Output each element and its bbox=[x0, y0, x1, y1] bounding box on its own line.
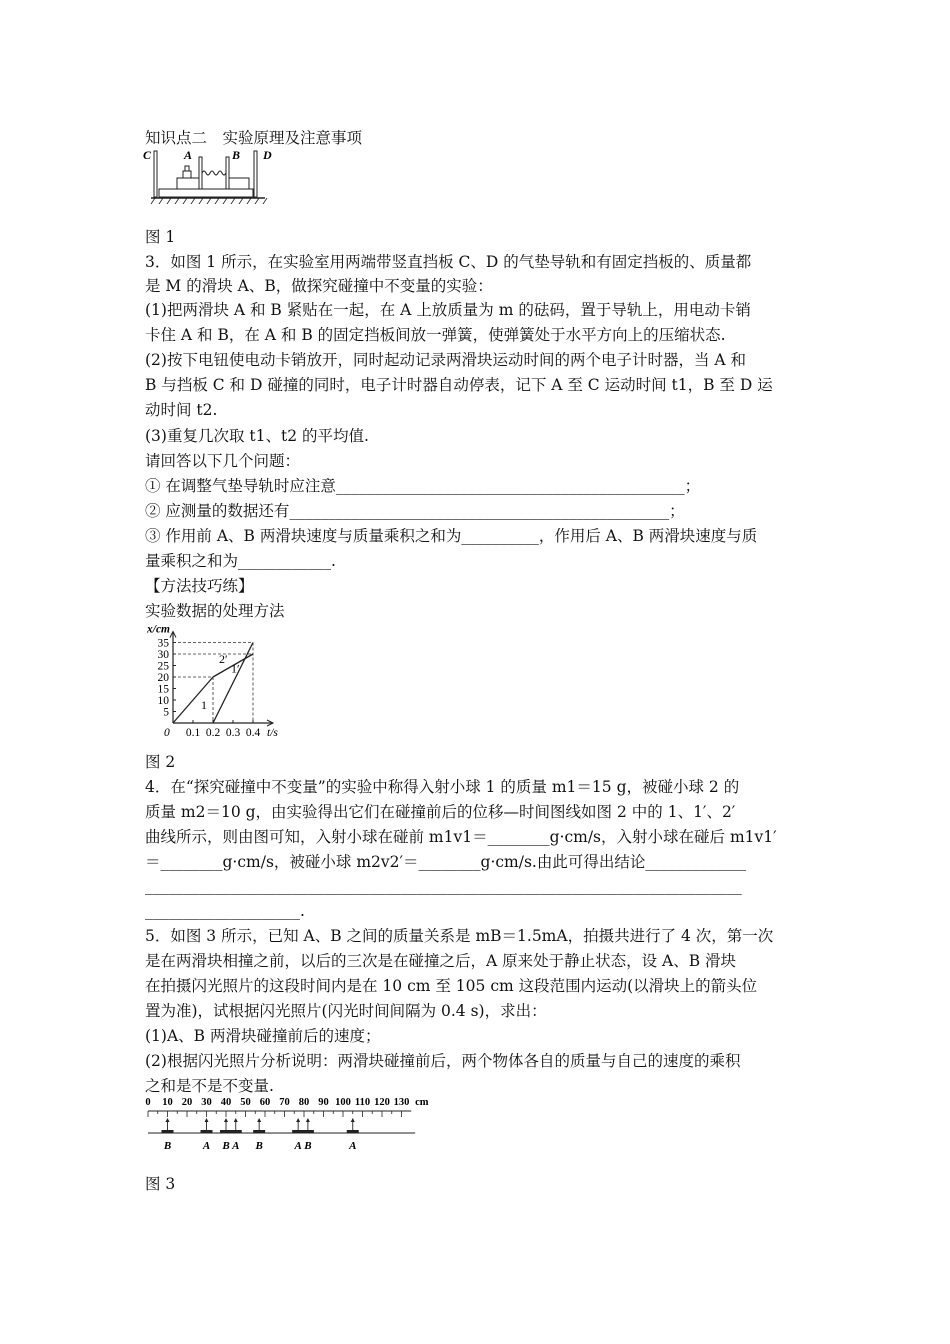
figure-3-flash-photo bbox=[140, 1093, 440, 1158]
wall-d bbox=[254, 151, 257, 197]
q5-line: 置为准)，试根据闪光照片(闪光时间间隔为 0.4 s)，求出： bbox=[145, 1002, 547, 1020]
fig2-y-tick-label: 15 bbox=[157, 683, 169, 696]
fig2-x-tick-label: 0.1 bbox=[185, 727, 201, 739]
wall-c bbox=[154, 151, 157, 197]
figure-1-apparatus bbox=[143, 147, 272, 209]
fig2-x-tick-label: 0.3 bbox=[225, 727, 241, 739]
q4-line: ____________________. bbox=[145, 902, 305, 920]
fig3-scale-label: 0 bbox=[145, 1097, 151, 1108]
fig3-unit-label: cm bbox=[415, 1097, 429, 1108]
fig3-arrow-head bbox=[224, 1118, 228, 1122]
q5-line: (1)A、B 两滑块碰撞前后的速度； bbox=[145, 1027, 381, 1045]
fig2-curve-label: 1 bbox=[201, 698, 207, 713]
fig3-scale-label: 20 bbox=[181, 1097, 193, 1108]
fig3-slider-block bbox=[162, 1130, 174, 1133]
method-heading: 【方法技巧练】 bbox=[145, 577, 254, 595]
fig3-scale-label: 110 bbox=[354, 1097, 371, 1108]
fig3-scale-label: 80 bbox=[298, 1097, 310, 1108]
fig2-y-tick-label: 20 bbox=[157, 672, 169, 684]
figure-2-xt-graph bbox=[140, 620, 295, 740]
fig3-arrow-head bbox=[257, 1118, 261, 1122]
q3-line: B 与挡板 C 和 D 碰撞的同时，电子计时器自动停表，记下 A 至 C 运动时间 t1，B 至 D 运 bbox=[145, 376, 773, 394]
fig3-scale-label: 50 bbox=[240, 1097, 251, 1108]
q3-line: 卡住 A 和 B，在 A 和 B 的固定挡板间放一弹簧，使弹簧处于水平方向上的压缩状态. bbox=[145, 326, 726, 344]
slider-a bbox=[177, 178, 199, 189]
ground-hatch bbox=[151, 198, 267, 204]
fig2-curve-label: 1′ bbox=[231, 661, 240, 676]
q3-line: 动时间 t2. bbox=[145, 401, 218, 419]
figure-3-caption: 图 3 bbox=[145, 1175, 176, 1193]
fig3-slider-label: A bbox=[349, 1140, 357, 1152]
fig2-axes bbox=[170, 632, 273, 727]
fig3-arrow-head bbox=[296, 1118, 300, 1122]
q5-line: 在拍摄闪光照片的这段时间内是在 10 cm 至 105 cm 这段范围内运动(以滑块上的箭头位 bbox=[145, 977, 758, 995]
fig3-scale-label: 90 bbox=[318, 1097, 329, 1108]
fig2-y-tick-label: 25 bbox=[157, 660, 169, 673]
fig3-arrow-head bbox=[166, 1118, 170, 1122]
fig2-y-label: x/cm bbox=[147, 623, 170, 636]
q3-line: (3)重复几次取 t1、t2 的平均值. bbox=[145, 427, 369, 445]
fig1-label-d: D bbox=[263, 148, 272, 162]
figure-1-caption: 图 1 bbox=[145, 228, 176, 246]
fig3-arrow-head bbox=[306, 1118, 310, 1122]
fig3-slider-label: B bbox=[304, 1140, 312, 1152]
fig3-slider-block bbox=[302, 1130, 314, 1133]
fig3-slider-label: A bbox=[202, 1140, 211, 1152]
q3-answer-line: 量乘积之和为____________. bbox=[145, 552, 336, 570]
q3-answer-line: ① 在调整气垫导轨时应注意_____________________________________________； bbox=[145, 477, 701, 495]
fig3-scale-label: 120 bbox=[374, 1097, 390, 1108]
q5-line: 5．如图 3 所示，已知 A、B 之间的质量关系是 mB＝1.5mA，拍摄共进行了 4 次，第一次 bbox=[145, 927, 774, 945]
q5-line: (2)根据闪光照片分析说明：两滑块碰撞前后，两个物体各自的质量与自己的速度的乘积 bbox=[145, 1052, 741, 1070]
fig3-scale-label: 100 bbox=[335, 1097, 351, 1108]
q3-line: (1)把两滑块 A 和 B 紧贴在一起，在 A 上放质量为 m 的砝码，置于导轨上，用电动卡销 bbox=[145, 301, 751, 319]
fig3-arrow-head bbox=[234, 1118, 238, 1122]
fig2-y-tick-label: 10 bbox=[157, 695, 169, 707]
fig2-y-tick-label: 5 bbox=[163, 706, 169, 719]
fig1-label-a: A bbox=[184, 148, 193, 162]
fig3-slider-label: B bbox=[255, 1140, 263, 1152]
fig3-slider-block bbox=[230, 1130, 242, 1133]
fig3-slider-block bbox=[201, 1130, 213, 1133]
fig3-slider-block bbox=[347, 1130, 359, 1133]
fig3-slider-label: A bbox=[294, 1140, 302, 1152]
fig1-label-c: C bbox=[143, 148, 152, 162]
weight-block bbox=[183, 171, 191, 178]
fig3-arrow-head bbox=[351, 1118, 355, 1122]
q3-line: 请回答以下几个问题： bbox=[145, 452, 301, 470]
fig2-curve-label: 2′ bbox=[219, 652, 228, 667]
spring bbox=[202, 171, 226, 175]
figure-2-caption: 图 2 bbox=[145, 753, 176, 771]
q4-line: 4．在“探究碰撞中不变量”的实验中称得入射小球 1 的质量 m1＝15 g，被碰小球 2 的 bbox=[145, 778, 740, 796]
fig2-series-line bbox=[173, 677, 213, 723]
fig2-y-tick-label: 30 bbox=[157, 649, 169, 661]
fig3-scale-label: 130 bbox=[393, 1097, 410, 1108]
q5-line: 之和是不是不变量. bbox=[145, 1077, 274, 1095]
fig2-y-tick-label: 35 bbox=[157, 637, 169, 650]
fig2-guides bbox=[173, 643, 253, 724]
q3-line: (2)按下电钮使电动卡销放开，同时起动记录两滑块运动时间的两个电子计时器，当 A 和 bbox=[145, 351, 747, 369]
fig3-scale-label: 30 bbox=[201, 1097, 212, 1108]
fig3-scale-label: 70 bbox=[279, 1097, 290, 1108]
fig3-scale bbox=[145, 1097, 428, 1133]
q4-line: 曲线所示，则由图可知，入射小球在碰前 m1v1＝________g·cm/s，入射小球在碰后 m1v1′ bbox=[145, 828, 777, 846]
q3-line: 是 M 的滑块 A、B，做探究碰撞中不变量的实验： bbox=[145, 277, 493, 295]
fig3-arrow-head bbox=[205, 1118, 209, 1122]
fig2-x-tick-label: 0.2 bbox=[205, 727, 221, 739]
q3-line: 3．如图 1 所示，在实验室用两端带竖直挡板 C、D 的气垫导轨和有固定挡板的、质量都 bbox=[145, 253, 752, 271]
section-title: 知识点二 实验原理及注意事项 bbox=[145, 129, 363, 147]
fig3-scale-label: 40 bbox=[220, 1097, 232, 1108]
fig2-labels bbox=[146, 624, 278, 740]
fig2-origin-label: 0 bbox=[164, 727, 170, 739]
slider-b bbox=[229, 178, 249, 189]
q3-answer-line: ② 应测量的数据还有_________________________________________________； bbox=[145, 502, 685, 520]
q3-answer-line: ③ 作用前 A、B 两滑块速度与质量乘积之和为__________，作用后 A、B 两滑块速度与质 bbox=[145, 527, 758, 545]
fig3-sliders bbox=[162, 1118, 359, 1152]
fig3-slider-label: B bbox=[163, 1140, 172, 1152]
q5-line: 是在两滑块相撞之前，以后的三次是在碰撞之后，A 原来处于静止状态，设 A、B 滑块 bbox=[145, 952, 737, 970]
air-track bbox=[159, 189, 253, 197]
fig3-slider-block bbox=[253, 1130, 265, 1133]
q4-line: ＝________g·cm/s，被碰小球 m2v2′＝________g·cm/s.由此可得出结论_____________ bbox=[145, 853, 747, 871]
fig1-label-b: B bbox=[232, 148, 241, 162]
q4-line: 质量 m2＝10 g，由实验得出它们在碰撞前后的位移—时间图线如图 2 中的 1、1′、2′ bbox=[145, 803, 736, 821]
fig3-scale-label: 10 bbox=[162, 1097, 173, 1108]
fig3-scale-label: 60 bbox=[259, 1097, 271, 1108]
fig2-x-label: t/s bbox=[267, 727, 278, 739]
fig3-slider-label: A bbox=[232, 1140, 240, 1152]
fig2-x-tick-label: 0.4 bbox=[245, 727, 261, 739]
fig3-slider-label: B bbox=[222, 1140, 230, 1152]
method-subheading: 实验数据的处理方法 bbox=[145, 602, 285, 620]
q4-line: _____________________________________________________________________________ bbox=[145, 877, 742, 895]
